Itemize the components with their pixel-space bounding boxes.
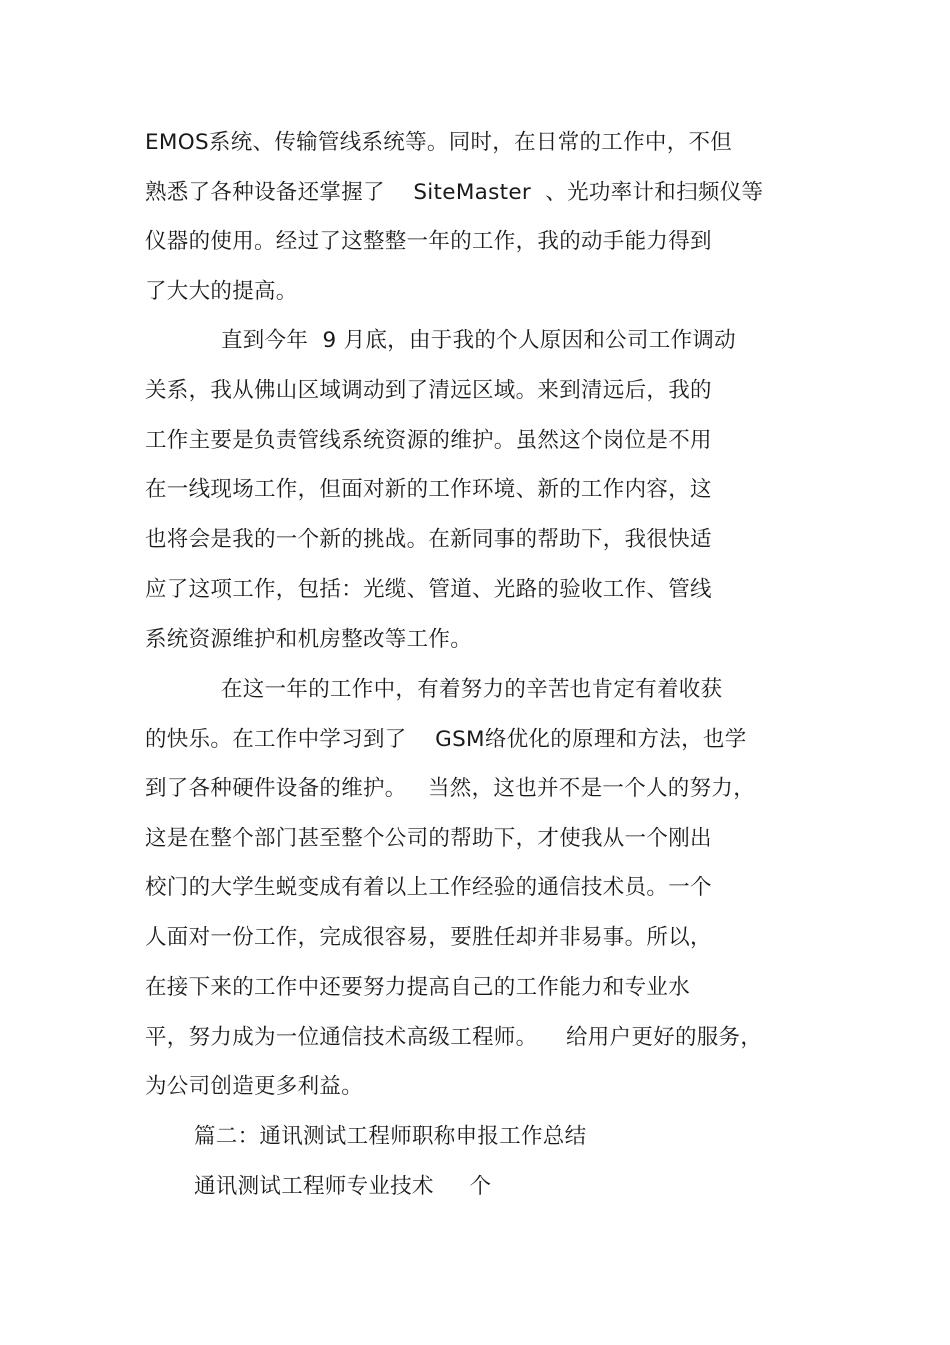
text-line: 关系，我从佛山区域调动到了清远区域。来到清远后，我的 xyxy=(145,378,712,403)
text-line: 的快乐。在工作中学习到了 GSM络优化的原理和方法，也学 xyxy=(145,727,747,752)
text-line: 平，努力成为一位通信技术高级工程师。 给用户更好的服务， xyxy=(145,1025,763,1050)
text-line: 在接下来的工作中还要努力提高自己的工作能力和专业水 xyxy=(145,975,691,1000)
text-line: 应了这项工作，包括：光缆、管道、光路的验收工作、管线 xyxy=(145,577,712,602)
text-line: 仪器的使用。经过了这整整一年的工作，我的动手能力得到 xyxy=(145,229,712,254)
text-line: 了大大的提高。 xyxy=(145,279,298,304)
text-line: 也将会是我的一个新的挑战。在新同事的帮助下，我很快适 xyxy=(145,527,712,552)
section-heading: 篇二：通讯测试工程师职称申报工作总结 xyxy=(194,1124,587,1149)
text-line: 为公司创造更多利益。 xyxy=(145,1074,364,1099)
paragraph-start-line: 在这一年的工作中，有着努力的辛苦也肯定有着收获 xyxy=(221,677,723,702)
paragraph-start-line: 直到今年 9 月底，由于我的个人原因和公司工作调动 xyxy=(221,328,736,353)
text-line: 这是在整个部门甚至整个公司的帮助下，才使我从一个刚出 xyxy=(145,826,712,851)
text-line: 校门的大学生蜕变成有着以上工作经验的通信技术员。一个 xyxy=(145,875,712,900)
text-line: 在一线现场工作，但面对新的工作环境、新的工作内容，这 xyxy=(145,477,712,502)
text-line: 工作主要是负责管线系统资源的维护。虽然这个岗位是不用 xyxy=(145,428,712,453)
text-line: EMOS系统、传输管线系统等。同时，在日常的工作中，不但 xyxy=(145,130,733,155)
text-line: 通讯测试工程师专业技术 个 xyxy=(194,1174,492,1199)
text-line: 到了各种硬件设备的维护。 当然，这也并不是一个人的努力， xyxy=(145,776,756,801)
text-line: 系统资源维护和机房整改等工作。 xyxy=(145,627,473,652)
text-line: 熟悉了各种设备还掌握了 SiteMaster 、光功率计和扫频仪等 xyxy=(145,180,764,205)
text-line: 人面对一份工作，完成很容易，要胜任却并非易事。所以， xyxy=(145,925,712,950)
